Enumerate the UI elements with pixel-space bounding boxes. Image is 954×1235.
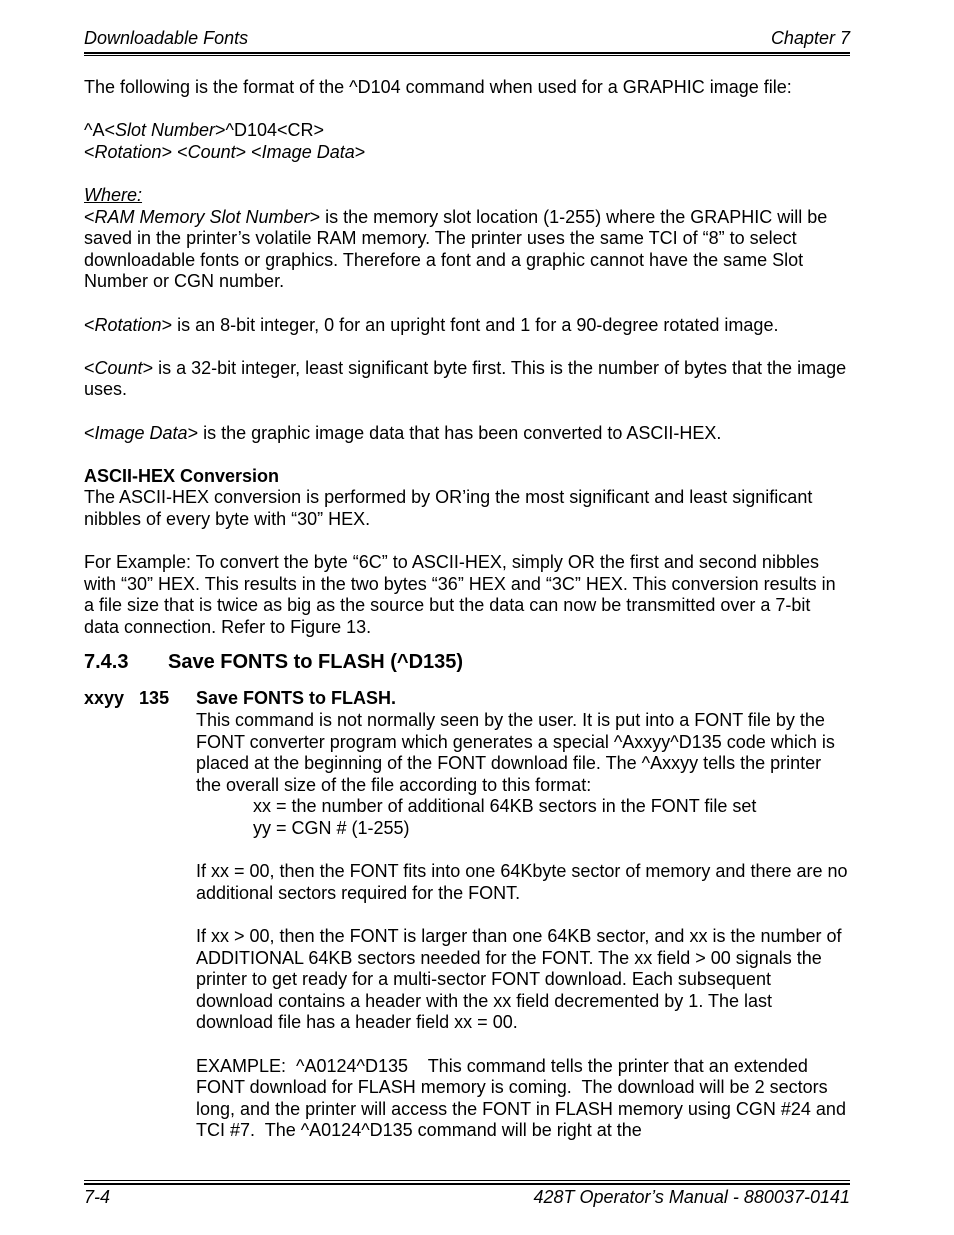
command-entry bbox=[84, 688, 850, 1141]
page-footer bbox=[84, 1183, 850, 1211]
header-rule bbox=[84, 55, 850, 56]
param-image-data: <Image Data> is the graphic image data that has been converted to ASCII-HEX. bbox=[84, 422, 722, 443]
command-code: xxyy 135 bbox=[84, 688, 170, 709]
xx-greater-paragraph: If xx > 00, then the FONT is larger than one 64KB sector, and xx is the number of ADDITIONAL 64KB sectors needed for the FONT. The xx field > 00 signals the printer to get ready for a multi-sector FONT download. Each subsequent download contains a header with the xx field decremented by 1. The last download file has a header field xx = 00. bbox=[196, 925, 842, 1033]
syntax-line-2: <Rotation> <Count> <Image Data> bbox=[84, 141, 366, 162]
format-line-yy: yy = CGN # (1-255) bbox=[253, 818, 410, 838]
header-section-title: Downloadable Fonts bbox=[84, 28, 249, 48]
param-rotation: <Rotation> is an 8-bit integer, 0 for an upright font and 1 for a 90-degree rotated image. bbox=[84, 314, 779, 335]
ascii-hex-paragraph: The ASCII-HEX conversion is performed by OR’ing the most significant and least significant nibbles of every byte with “30” HEX. bbox=[84, 487, 813, 529]
page-body bbox=[84, 77, 850, 1142]
param-slot: <RAM Memory Slot Number> is the memory slot location (1-255) where the GRAPHIC will be saved in the printer’s volatile RAM memory. The printer uses the same TCI of “8” to select downloadable fonts or graphics. Therefore a font and a graphic cannot have the same Slot Number or CGN number. bbox=[84, 206, 828, 292]
intro-paragraph: The following is the format of the ^D104 command when used for a GRAPHIC image file: bbox=[84, 77, 792, 97]
footer-rule bbox=[84, 1180, 850, 1181]
page-number: 7-4 bbox=[84, 1187, 111, 1207]
ascii-hex-heading: ASCII-HEX Conversion bbox=[84, 465, 280, 486]
header-chapter: Chapter 7 bbox=[770, 28, 850, 48]
manual-title: 428T Operator’s Manual - 880037-0141 bbox=[533, 1187, 850, 1207]
where-label: Where: bbox=[84, 184, 143, 205]
section-heading: 7.4.3 Save FONTS to FLASH (^D135) bbox=[84, 651, 464, 674]
page-header bbox=[84, 28, 850, 54]
xx-zero-paragraph: If xx = 00, then the FONT fits into one 64Kbyte sector of memory and there are no additional sectors required for the FONT. bbox=[196, 861, 848, 903]
example-paragraph: For Example: To convert the byte “6C” to ASCII-HEX, simply OR the first and second nibbles with “30” HEX. This results in the two bytes “36” HEX and “3C” HEX. This conversion results in a file size that is twice as big as the source but the data can now be transmitted over a 7-bit data connection. Refer to Figure 13. bbox=[84, 552, 836, 637]
param-count: <Count> is a 32-bit integer, least significant byte first. This is the number of bytes that the image uses. bbox=[84, 357, 847, 400]
format-line-xx: xx = the number of additional 64KB sectors in the FONT file set bbox=[253, 796, 757, 817]
command-description: This command is not normally seen by the user. It is put into a FONT file by the FONT converter program which generates a special ^Axxyy^D135 code which is placed at the beginning of the FONT download file. The ^Axxyy tells the printer the overall size of the file according to this format: bbox=[196, 710, 835, 795]
example-command-paragraph: EXAMPLE: ^A0124^D135 This command tells the printer that an extended FONT download for FLASH memory is coming. The download will be 2 sectors long, and the printer will access the FONT in FLASH memory using CGN #24 and TCI #7. The ^A0124^D135 command will be right at the bbox=[196, 1055, 851, 1141]
command-title: Save FONTS to FLASH. bbox=[196, 688, 397, 709]
syntax-line-1: ^A<Slot Number>^D104<CR> bbox=[84, 120, 325, 141]
